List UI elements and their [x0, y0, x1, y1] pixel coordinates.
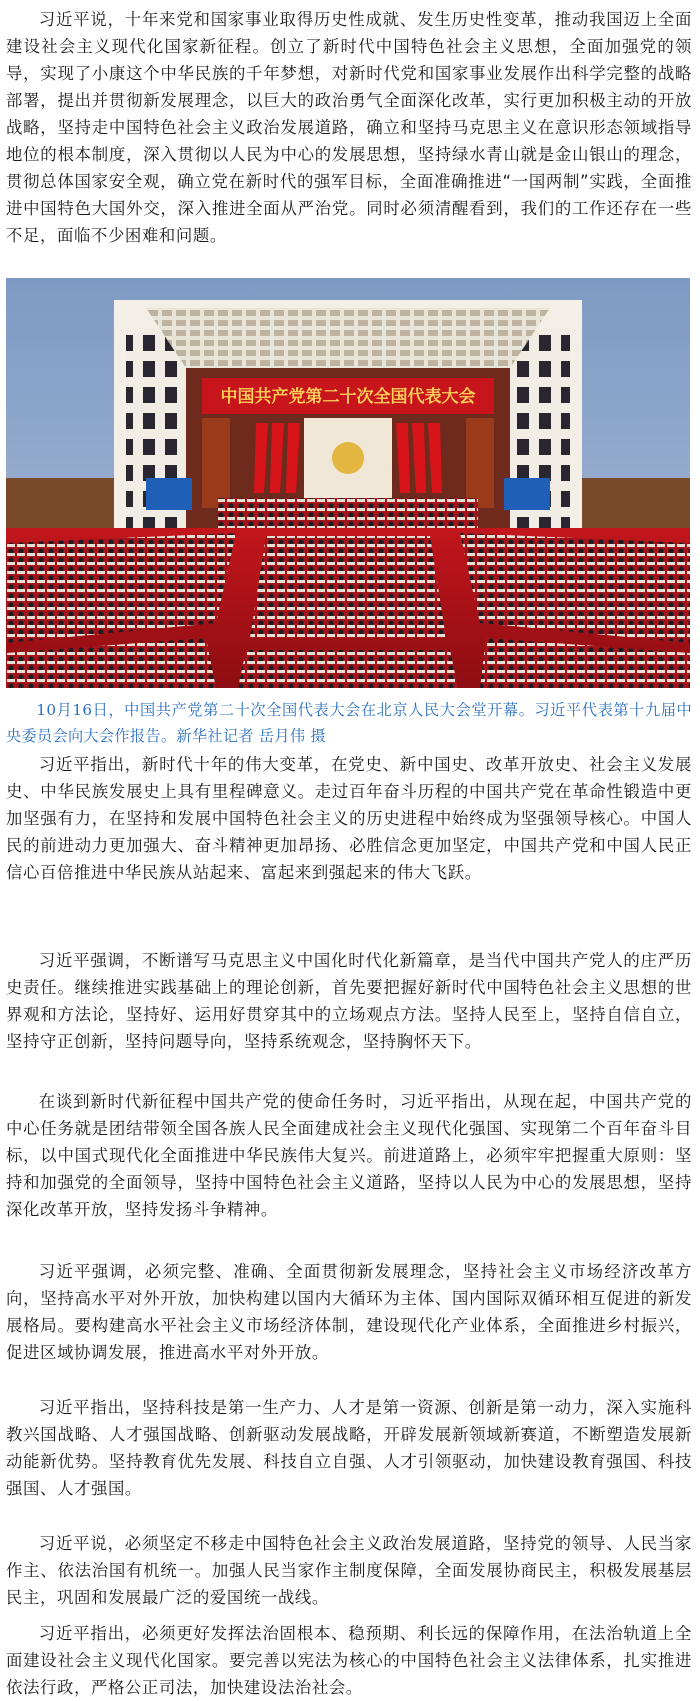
congress-hall-photo	[6, 278, 690, 688]
article-paragraph: 习近平指出，必须更好发挥法治固根本、稳预期、利长远的保障作用，在法治轨道上全面建设社会主义现代化国家。要完善以宪法为核心的中国特色社会主义法律体系，扎实推进依法行政，严格公正司法，加快建设法治社会。	[6, 1624, 692, 1697]
photo-caption: 10月16日，中国共产党第二十次全国代表大会在北京人民大会堂开幕。习近平代表第十九届中央委员会向大会作报告。新华社记者 岳月伟 摄	[6, 701, 692, 745]
article-paragraph: 在谈到新时代新征程中国共产党的使命任务时，习近平指出，从现在起，中国共产党的中心任务就是团结带领全国各族人民全面建成社会主义现代化强国、实现第二个百年奋斗目标，以中国式现代化全面推进中华民族伟大复兴。前进道路上，必须牢牢把握重大原则：坚持和加强党的全面领导，坚持中国特色社会主义道路，坚持以人民为中心的发展思想，坚持深化改革开放，坚持发扬斗争精神。	[6, 1092, 692, 1219]
party-emblem	[332, 442, 364, 474]
article-paragraph: 习近平强调，不断谱写马克思主义中国化时代化新篇章，是当代中国共产党人的庄严历史责任。继续推进实践基础上的理论创新，首先要把握好新时代中国特色社会主义思想的世界观和方法论，坚持好、运用好贯穿其中的立场观点方法。坚持人民至上，坚持自信自立，坚持守正创新，坚持问题导向，坚持系统观念，坚持胸怀天下。	[6, 951, 692, 1051]
photo-illustration	[6, 278, 690, 688]
article-paragraph: 习近平强调，必须完整、准确、全面贯彻新发展理念，坚持社会主义市场经济改革方向，坚持高水平对外开放，加快构建以国内大循环为主体、国内国际双循环相互促进的新发展格局。要构建高水平社会主义市场经济体制，建设现代化产业体系，全面推进乡村振兴，促进区域协调发展，推进高水平对外开放。	[6, 1262, 692, 1362]
banner-text: 中国共产党第二十次全国代表大会	[220, 387, 476, 407]
article-paragraph: 习近平说，十年来党和国家事业取得历史性成就、发生历史性变革，推动我国迈上全面建设社会主义现代化国家新征程。创立了新时代中国特色社会主义思想，全面加强党的领导，实现了小康这个中华民族的千年梦想，对新时代党和国家事业发展作出科学完整的战略部署，提出并贯彻新发展理念，以巨大的政治勇气全面深化改革，实行更加积极主动的开放战略，坚持走中国特色社会主义政治发展道路，确立和坚持马克思主义在意识形态领域指导地位的根本制度，深入贯彻以人民为中心的发展思想，坚持绿水青山就是金山银山的理念，贯彻总体国家安全观，确立党在新时代的强军目标，全面准确推进“一国两制”实践，全面推进中国特色大国外交，深入推进全面从严治党。同时必须清醒看到，我们的工作还存在一些不足，面临不少困难和问题。	[6, 10, 692, 245]
article-paragraph: 习近平指出，坚持科技是第一生产力、人才是第一资源、创新是第一动力，深入实施科教兴国战略、人才强国战略、创新驱动发展战略，开辟发展新领域新赛道，不断塑造发展新动能新优势。坚持教育优先发展、科技自立自强、人才引领驱动，加快建设教育强国、科技强国、人才强国。	[6, 1398, 692, 1498]
left-screen	[146, 478, 192, 510]
article-paragraph: 习近平说，必须坚定不移走中国特色社会主义政治发展道路，坚持党的领导、人民当家作主、依法治国有机统一。加强人民当家作主制度保障，全面发展协商民主，积极发展基层民主，巩固和发展最广泛的爱国统一战线。	[6, 1534, 692, 1607]
article-paragraph: 习近平指出，新时代十年的伟大变革，在党史、新中国史、改革开放史、社会主义发展史、中华民族发展史上具有里程碑意义。走过百年奋斗历程的中国共产党在革命性锻造中更加坚强有力，在坚持和发展中国特色社会主义的历史进程中始终成为坚强领导核心。中国人民的前进动力更加强大、奋斗精神更加昂扬、必胜信念更加坚定，中国共产党和中国人民正信心百倍推进中华民族从站起来、富起来到强起来的伟大飞跃。	[6, 755, 692, 882]
right-screen	[504, 478, 550, 510]
